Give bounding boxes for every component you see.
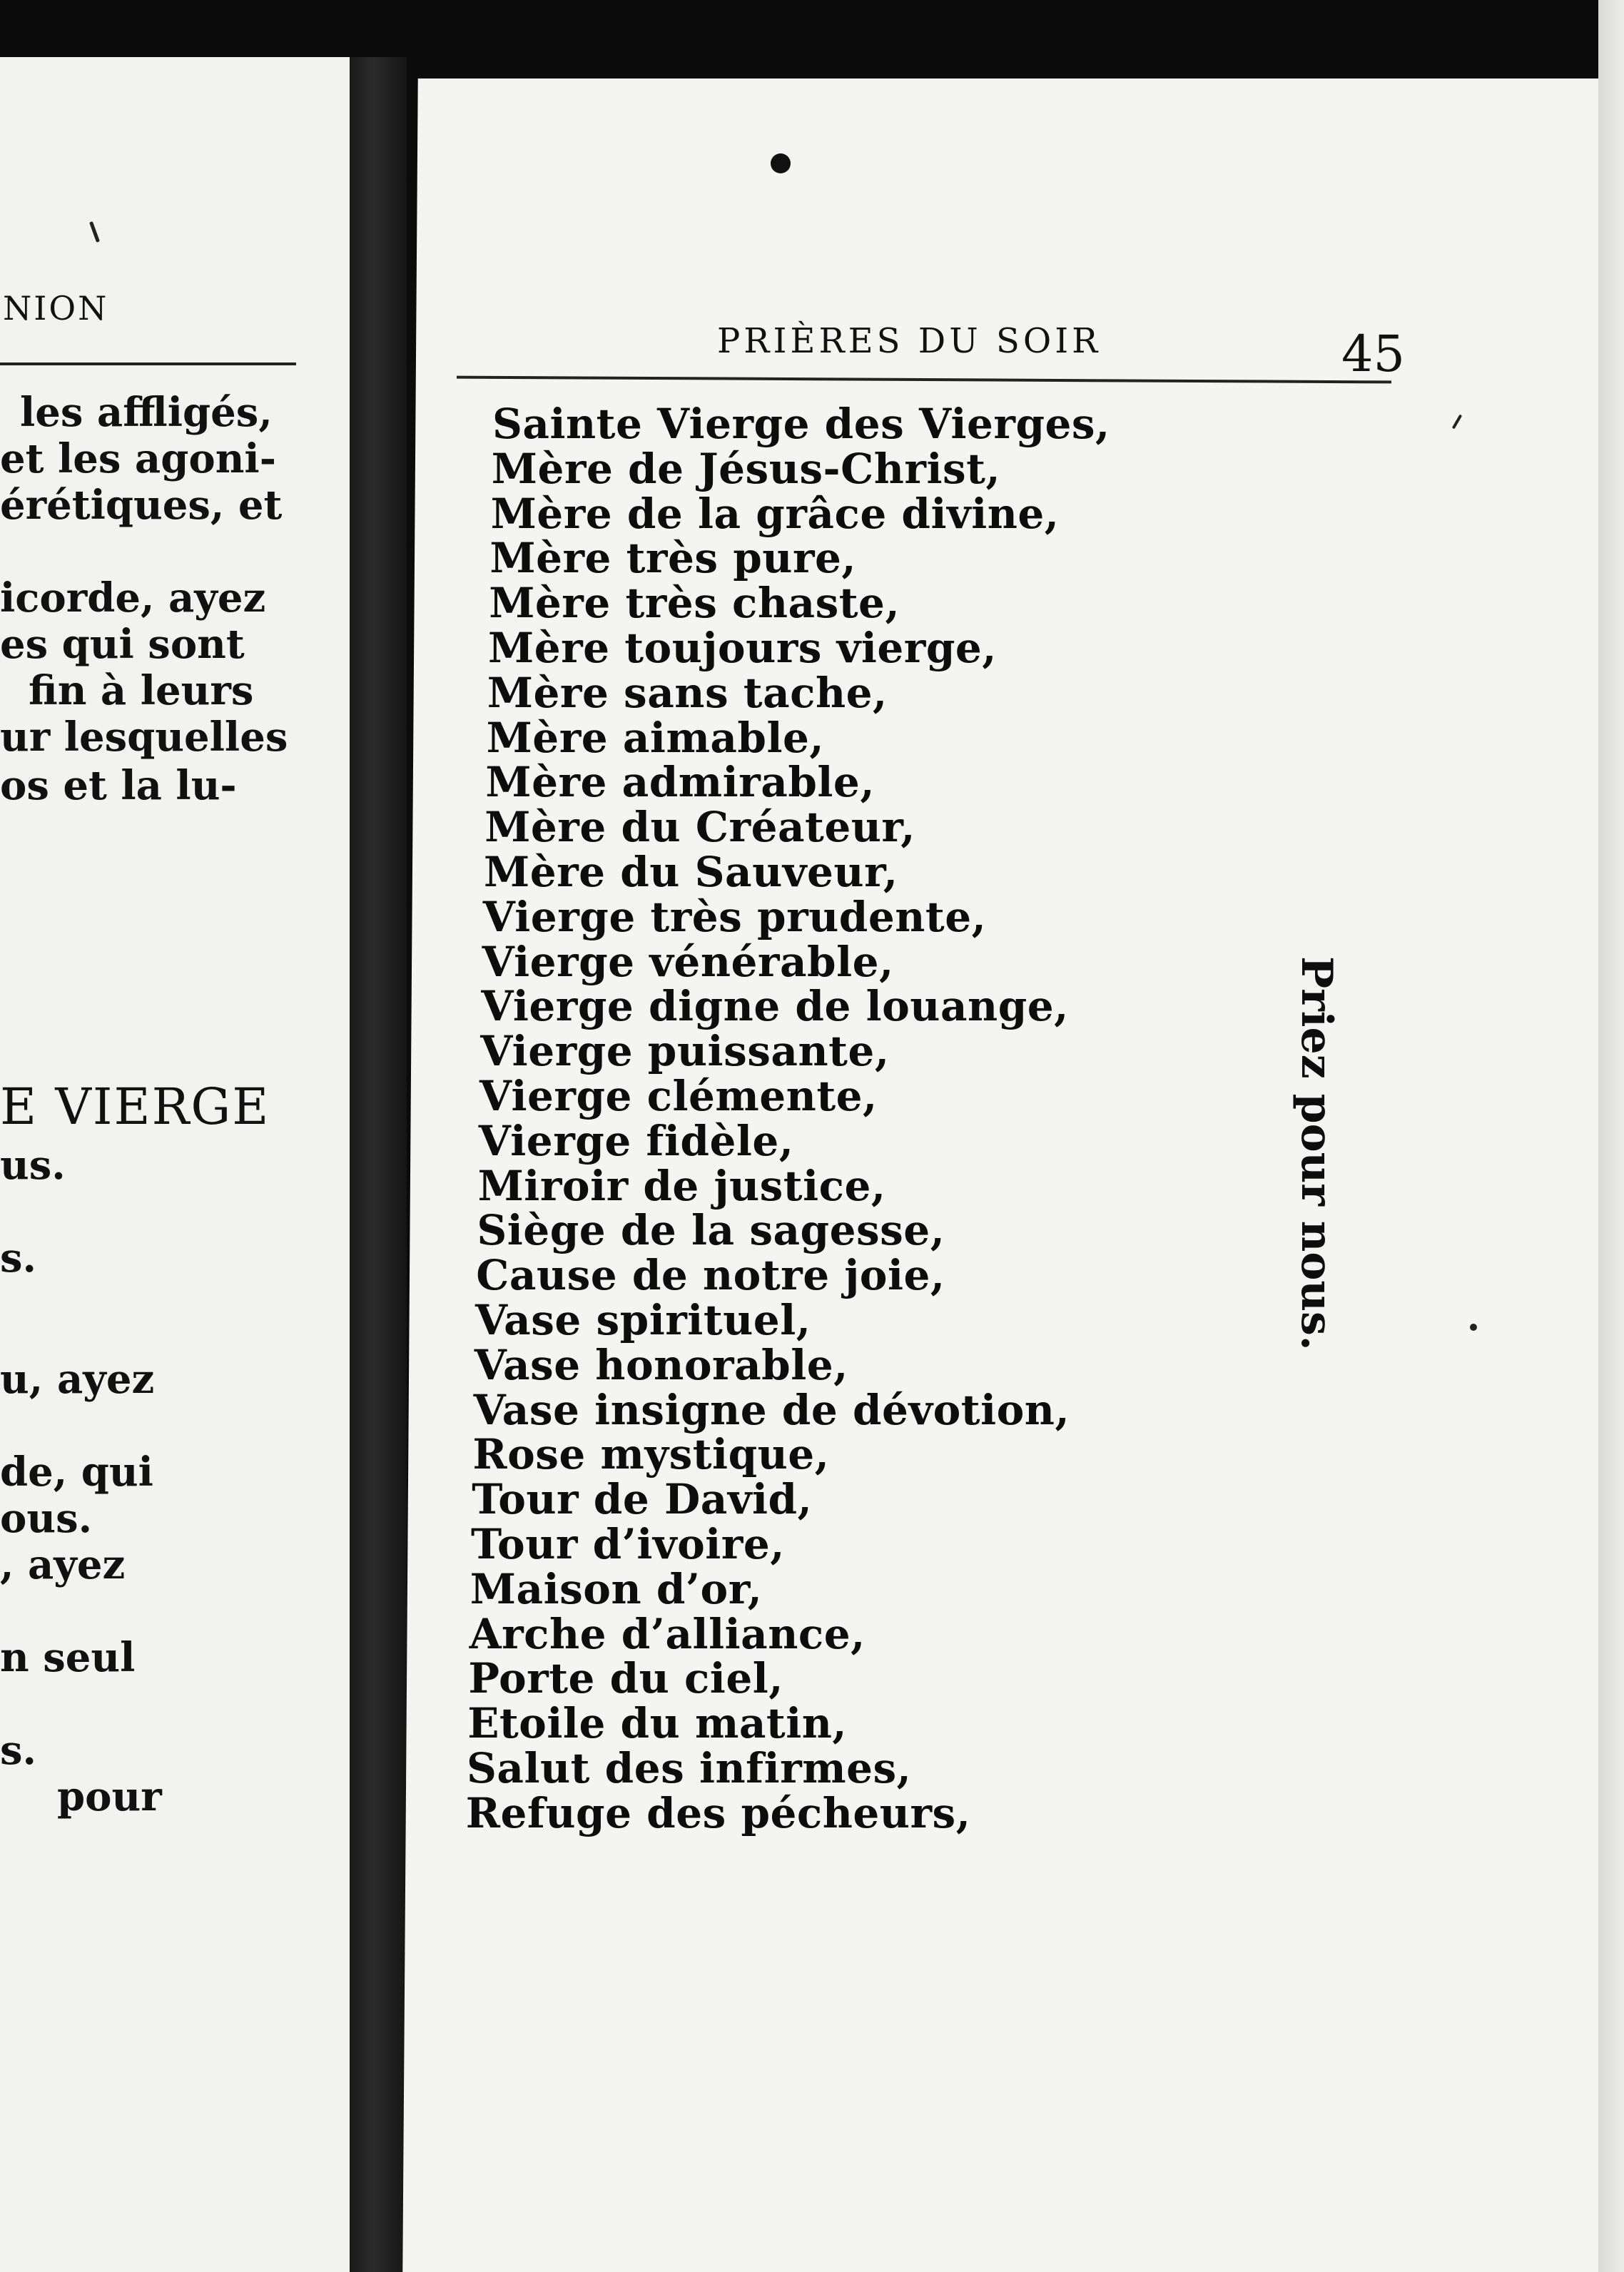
ink-dot: [771, 153, 791, 173]
litany-item: Cause de notre joie,: [476, 1251, 945, 1300]
litany-item: Vierge vénérable,: [482, 937, 894, 986]
litany-item: Mère toujours vierge,: [488, 624, 997, 672]
litany-item: Siège de la sagesse,: [477, 1206, 945, 1255]
litany-item: Vierge clémente,: [479, 1072, 878, 1120]
litany-item: Mère aimable,: [486, 713, 825, 762]
left-line: u,: [0, 1356, 44, 1403]
litany-item: Miroir de justice,: [477, 1161, 886, 1210]
left-line: us.: [0, 1142, 66, 1189]
left-line: ur lesquelles: [0, 714, 288, 761]
litany-item: Vierge très prudente,: [482, 892, 987, 941]
left-line: fin à leurs: [29, 667, 254, 714]
left-line: s.: [0, 1727, 37, 1774]
litany-item: Vase spirituel,: [475, 1296, 811, 1344]
left-line: os et la lu-: [0, 762, 237, 809]
left-line: n seul: [0, 1634, 136, 1681]
litany-item: Mère admirable,: [485, 758, 876, 807]
litany-item: Salut des infirmes,: [467, 1744, 912, 1792]
litany-item: Vierge fidèle,: [478, 1116, 794, 1165]
left-line: ous.: [0, 1495, 93, 1542]
page-edge: [1598, 0, 1624, 2272]
left-line: les affligés,: [20, 389, 273, 436]
left-line: érétiques, et: [0, 482, 283, 529]
left-running-head-text: NION: [3, 289, 109, 328]
litany-item: Refuge des pécheurs,: [465, 1788, 971, 1837]
litany-item: Vase honorable,: [474, 1340, 848, 1389]
book-gutter: [350, 57, 407, 2272]
litany-item: Mère sans tache,: [487, 668, 888, 717]
litany-item: Etoile du matin,: [467, 1699, 848, 1748]
litany-item: Sainte Vierge des Vierges,: [492, 400, 1110, 448]
litany-item: Tour de David,: [472, 1475, 813, 1524]
litany-item: Maison d’or,: [470, 1564, 763, 1613]
left-line: ayez: [57, 1356, 155, 1403]
litany-item: Arche d’alliance,: [469, 1609, 866, 1658]
scan-speck: [1470, 1324, 1477, 1331]
litany-item: Porte du ciel,: [468, 1654, 783, 1703]
page-number: 45: [1341, 325, 1406, 383]
left-line: pour: [57, 1773, 162, 1820]
litany-item: Vase insigne de dévotion,: [473, 1385, 1070, 1434]
litany-item: Vierge puissante,: [480, 1027, 890, 1076]
left-line: es qui sont: [0, 621, 245, 668]
left-line: de, qui: [0, 1449, 153, 1496]
litany-item: Rose mystique,: [472, 1430, 830, 1479]
left-line: s.: [0, 1234, 37, 1282]
litany-item: Mère très chaste,: [489, 579, 900, 628]
litany-item: Vierge digne de louange,: [481, 982, 1069, 1031]
left-running-head: [0, 289, 296, 328]
left-head-rule: [0, 362, 296, 365]
litany-item: Mère de Jésus-Christ,: [491, 444, 1001, 493]
litany-item: Tour d’ivoire,: [471, 1520, 785, 1568]
litany-response: Priez pour nous.: [1291, 956, 1341, 1351]
running-head: PRIÈRES DU SOIR: [717, 321, 1102, 361]
left-line: et les agoni-: [0, 435, 276, 482]
litany-item: Mère très pure,: [489, 534, 857, 583]
litany-item: Mère du Sauveur,: [484, 848, 898, 896]
left-line: , ayez: [0, 1541, 126, 1588]
left-section-title: E VIERGE: [0, 1077, 270, 1136]
litany-item: Mère du Créateur,: [484, 803, 915, 852]
litany-item: Mère de la grâce divine,: [490, 489, 1060, 538]
left-line: icorde, ayez: [0, 574, 266, 622]
